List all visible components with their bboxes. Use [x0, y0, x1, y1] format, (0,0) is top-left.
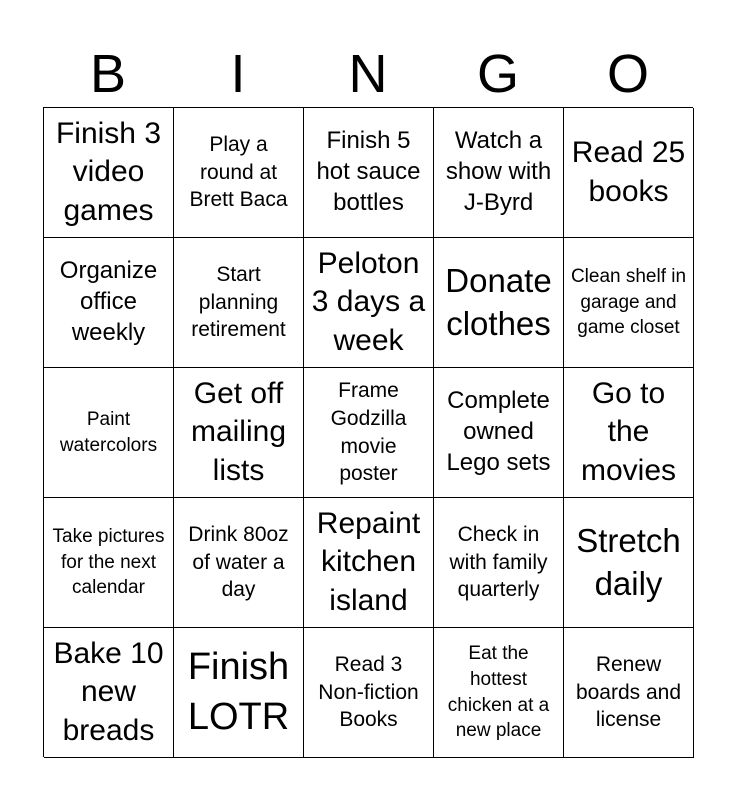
- bingo-cell-r4-c2[interactable]: [174, 498, 304, 628]
- cell-text: Renew boards and license: [575, 652, 682, 732]
- bingo-cell-r2-c5[interactable]: [564, 238, 694, 368]
- cell-text: Get off mailing lists: [190, 376, 287, 487]
- bingo-cell-r4-c4[interactable]: [434, 498, 564, 628]
- cell-text: Finish 5 hot sauce bottles: [316, 127, 421, 216]
- bingo-cell-r4-c1[interactable]: [44, 498, 174, 628]
- bingo-cell-r1-c5[interactable]: [564, 108, 694, 238]
- cell-text: Donate clothes: [445, 261, 552, 342]
- cell-text: Finish 3 video games: [55, 116, 162, 227]
- cell-text: Peloton 3 days a week: [311, 246, 426, 357]
- bingo-cell-r1-c4[interactable]: [434, 108, 564, 238]
- cell-text: Finish LOTR: [187, 646, 290, 738]
- bingo-cell-r3-c5[interactable]: [564, 368, 694, 498]
- cell-text: Eat the hottest chicken at a new place: [447, 643, 550, 742]
- bingo-cell-r1-c1[interactable]: [44, 108, 174, 238]
- cell-text: Read 3 Non-fiction Books: [318, 652, 419, 732]
- cell-text: Clean shelf in garage and game closet: [570, 266, 687, 339]
- bingo-cell-r2-c1[interactable]: [44, 238, 174, 368]
- bingo-cell-r1-c3[interactable]: [304, 108, 434, 238]
- bingo-cell-r2-c4[interactable]: [434, 238, 564, 368]
- header-letter-g: G: [476, 44, 519, 104]
- header-letter-o: O: [606, 44, 649, 104]
- cell-text: Read 25 books: [571, 136, 686, 208]
- bingo-cell-r2-c2[interactable]: [174, 238, 304, 368]
- header-letter-n: N: [348, 44, 388, 104]
- cell-text: Organize office weekly: [59, 257, 158, 346]
- bingo-cell-r5-c3[interactable]: [304, 628, 434, 758]
- bingo-cell-r3-c1[interactable]: [44, 368, 174, 498]
- cell-text: Watch a show with J-Byrd: [445, 127, 552, 216]
- cell-text: Frame Godzilla movie poster: [330, 379, 407, 486]
- bingo-cell-r3-c2[interactable]: [174, 368, 304, 498]
- cell-text: Bake 10 new breads: [53, 636, 164, 747]
- bingo-cell-r1-c2[interactable]: [174, 108, 304, 238]
- bingo-header: [43, 40, 693, 108]
- bingo-cell-r5-c5[interactable]: [564, 628, 694, 758]
- cell-text: Take pictures for the next calendar: [52, 526, 165, 599]
- bingo-cell-r5-c4[interactable]: [434, 628, 564, 758]
- cell-text: Play a round at Brett Baca: [189, 132, 288, 212]
- bingo-cell-r5-c1[interactable]: [44, 628, 174, 758]
- cell-text: Stretch daily: [576, 521, 681, 602]
- cell-text: Drink 80oz of water a day: [188, 522, 289, 602]
- header-letter-b: B: [89, 44, 127, 104]
- cell-text: Start planning retirement: [191, 262, 286, 342]
- cell-text: Repaint kitchen island: [316, 506, 421, 617]
- cell-text: Paint watercolors: [59, 408, 158, 456]
- cell-text: Go to the movies: [580, 376, 677, 487]
- bingo-cell-r2-c3[interactable]: [304, 238, 434, 368]
- header-letter-i: I: [230, 44, 246, 104]
- bingo-cell-r3-c4[interactable]: [434, 368, 564, 498]
- bingo-cell-r3-c3[interactable]: [304, 368, 434, 498]
- cell-text: Complete owned Lego sets: [446, 387, 551, 476]
- bingo-cell-r4-c5[interactable]: [564, 498, 694, 628]
- bingo-board: [43, 107, 693, 757]
- bingo-cell-r4-c3[interactable]: [304, 498, 434, 628]
- bingo-cell-r5-c2[interactable]: [174, 628, 304, 758]
- cell-text: Check in with family quarterly: [449, 522, 548, 602]
